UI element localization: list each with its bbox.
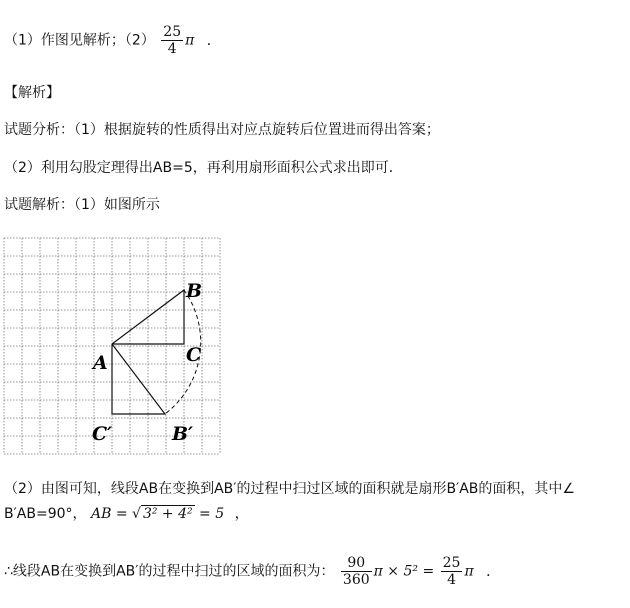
analysis-line-2: （2）利用勾股定理得出AB=5，再利用扇形面积公式求出即可． bbox=[4, 160, 403, 176]
ab-equals: = bbox=[111, 506, 133, 522]
label-a: A bbox=[93, 352, 108, 374]
label-b: B bbox=[186, 280, 203, 302]
label-c: C bbox=[186, 344, 202, 366]
conclusion-line bbox=[4, 555, 500, 588]
answer-part1: （1）作图见解析；（2） bbox=[4, 32, 155, 49]
conclusion-pi: π bbox=[464, 563, 474, 580]
triangle-ab-prime-c-prime bbox=[112, 344, 165, 414]
sqrt-expression: √ 3² + 4² bbox=[132, 506, 193, 522]
conclusion-fraction-1-numerator: 90 bbox=[347, 555, 366, 571]
label-b-prime: B′ bbox=[172, 423, 194, 445]
part2-line-2-end: ， bbox=[234, 506, 249, 522]
answer-pi: π bbox=[185, 32, 195, 49]
ab-symbol: AB bbox=[90, 506, 112, 522]
conclusion-fraction-2-numerator: 25 bbox=[442, 555, 461, 571]
analysis-line-1: 试题分析：（1）根据旋转的性质得出对应点旋转后位置进而得出答案； bbox=[4, 122, 440, 138]
part2-line-1: （2）由图可知，线段AB在变换到AB′的过程中扫过区域的面积就是扇形B′AB的面积，其中∠ bbox=[4, 481, 575, 497]
conclusion-fraction-2 bbox=[441, 555, 463, 588]
sqrt-radicand: 3² + 4² bbox=[142, 506, 193, 522]
section-heading: 【解析】 bbox=[4, 85, 60, 101]
answer-fraction-numerator: 25 bbox=[163, 24, 182, 40]
conclusion-prefix: ∴线段AB在变换到AB′的过程中扫过的区域的面积为： bbox=[4, 563, 335, 580]
answer-fraction bbox=[161, 24, 183, 57]
conclusion-middle: π × 5² = bbox=[373, 563, 439, 580]
conclusion-fraction-1 bbox=[341, 555, 372, 588]
ab-result: = 5 bbox=[194, 506, 225, 522]
conclusion-fraction-2-denominator: 4 bbox=[441, 571, 463, 588]
geometry-figure bbox=[0, 230, 240, 455]
answer-line bbox=[4, 24, 221, 57]
solution-intro: 试题解析：（1）如图所示 bbox=[4, 197, 160, 213]
label-c-prime: C′ bbox=[92, 423, 113, 445]
part2-line-2 bbox=[4, 504, 249, 524]
conclusion-fraction-1-denominator: 360 bbox=[342, 572, 370, 588]
answer-fraction-denominator: 4 bbox=[161, 40, 183, 57]
conclusion-end: ． bbox=[486, 563, 501, 580]
answer-end: ． bbox=[206, 32, 221, 49]
part2-angle: B′AB=90°， bbox=[4, 506, 87, 522]
